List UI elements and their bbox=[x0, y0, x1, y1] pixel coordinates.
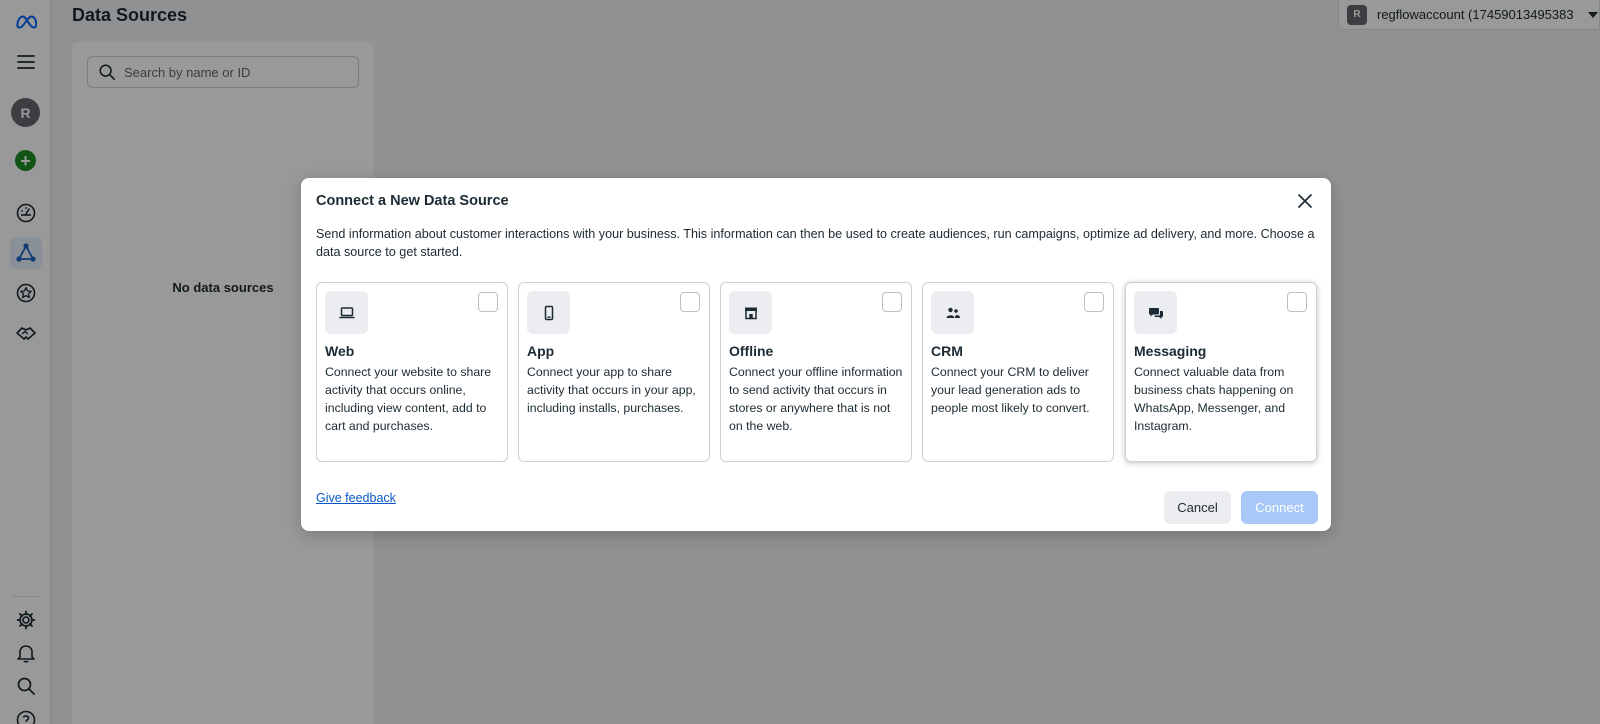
dialog-title: Connect a New Data Source bbox=[316, 193, 509, 209]
dialog-description: Send information about customer interactions with your business. This information can then be used to create audiences, run campaigns, optimize ad delivery, and more. Choose a data source to get started. bbox=[316, 227, 1315, 259]
people-icon bbox=[931, 291, 974, 334]
source-card-offline[interactable] bbox=[720, 282, 912, 462]
page-title: Data Sources bbox=[72, 5, 188, 25]
avatar[interactable]: R bbox=[11, 98, 40, 127]
card-title: Offline bbox=[729, 343, 774, 359]
mobile-phone-icon bbox=[527, 291, 570, 334]
card-description: Connect valuable data from business chats happening on WhatsApp, Messenger, and Instagram. bbox=[1134, 365, 1294, 433]
close-button[interactable] bbox=[1293, 189, 1317, 213]
laptop-icon bbox=[325, 291, 368, 334]
card-title: CRM bbox=[931, 343, 963, 359]
card-description: Connect your app to share activity that occurs in your app, including installs, purchases. bbox=[527, 365, 696, 415]
card-description: Connect your offline information to send activity that occurs in stores or anywhere that is not on the web. bbox=[729, 365, 903, 433]
account-name: regflowaccount (17459013495383 bbox=[1377, 7, 1574, 22]
cancel-button[interactable]: Cancel bbox=[1164, 491, 1231, 524]
connect-button[interactable]: Connect bbox=[1241, 491, 1318, 524]
account-badge: R bbox=[1347, 5, 1367, 25]
select-checkbox-offline[interactable] bbox=[882, 292, 902, 312]
connect-data-source-dialog bbox=[301, 178, 1331, 531]
card-title: App bbox=[527, 343, 555, 359]
empty-state-text: No data sources bbox=[172, 280, 274, 295]
give-feedback-link[interactable]: Give feedback bbox=[316, 491, 396, 505]
select-checkbox-web[interactable] bbox=[478, 292, 498, 312]
card-title: Messaging bbox=[1134, 343, 1207, 359]
source-card-crm[interactable] bbox=[922, 282, 1114, 462]
store-icon bbox=[729, 291, 772, 334]
select-checkbox-messaging[interactable] bbox=[1287, 292, 1307, 312]
source-card-app[interactable] bbox=[518, 282, 710, 462]
chat-bubbles-icon bbox=[1134, 291, 1177, 334]
select-checkbox-crm[interactable] bbox=[1084, 292, 1104, 312]
source-card-messaging[interactable] bbox=[1125, 282, 1317, 462]
select-checkbox-app[interactable] bbox=[680, 292, 700, 312]
card-description: Connect your CRM to deliver your lead generation ads to people most likely to convert. bbox=[931, 365, 1090, 415]
card-description: Connect your website to share activity that occurs online, including view content, add to cart and purchases. bbox=[325, 365, 492, 433]
card-title: Web bbox=[325, 343, 355, 359]
plus-circle-icon[interactable]: + bbox=[15, 150, 36, 171]
source-card-web[interactable] bbox=[316, 282, 508, 462]
close-icon bbox=[1298, 194, 1312, 208]
